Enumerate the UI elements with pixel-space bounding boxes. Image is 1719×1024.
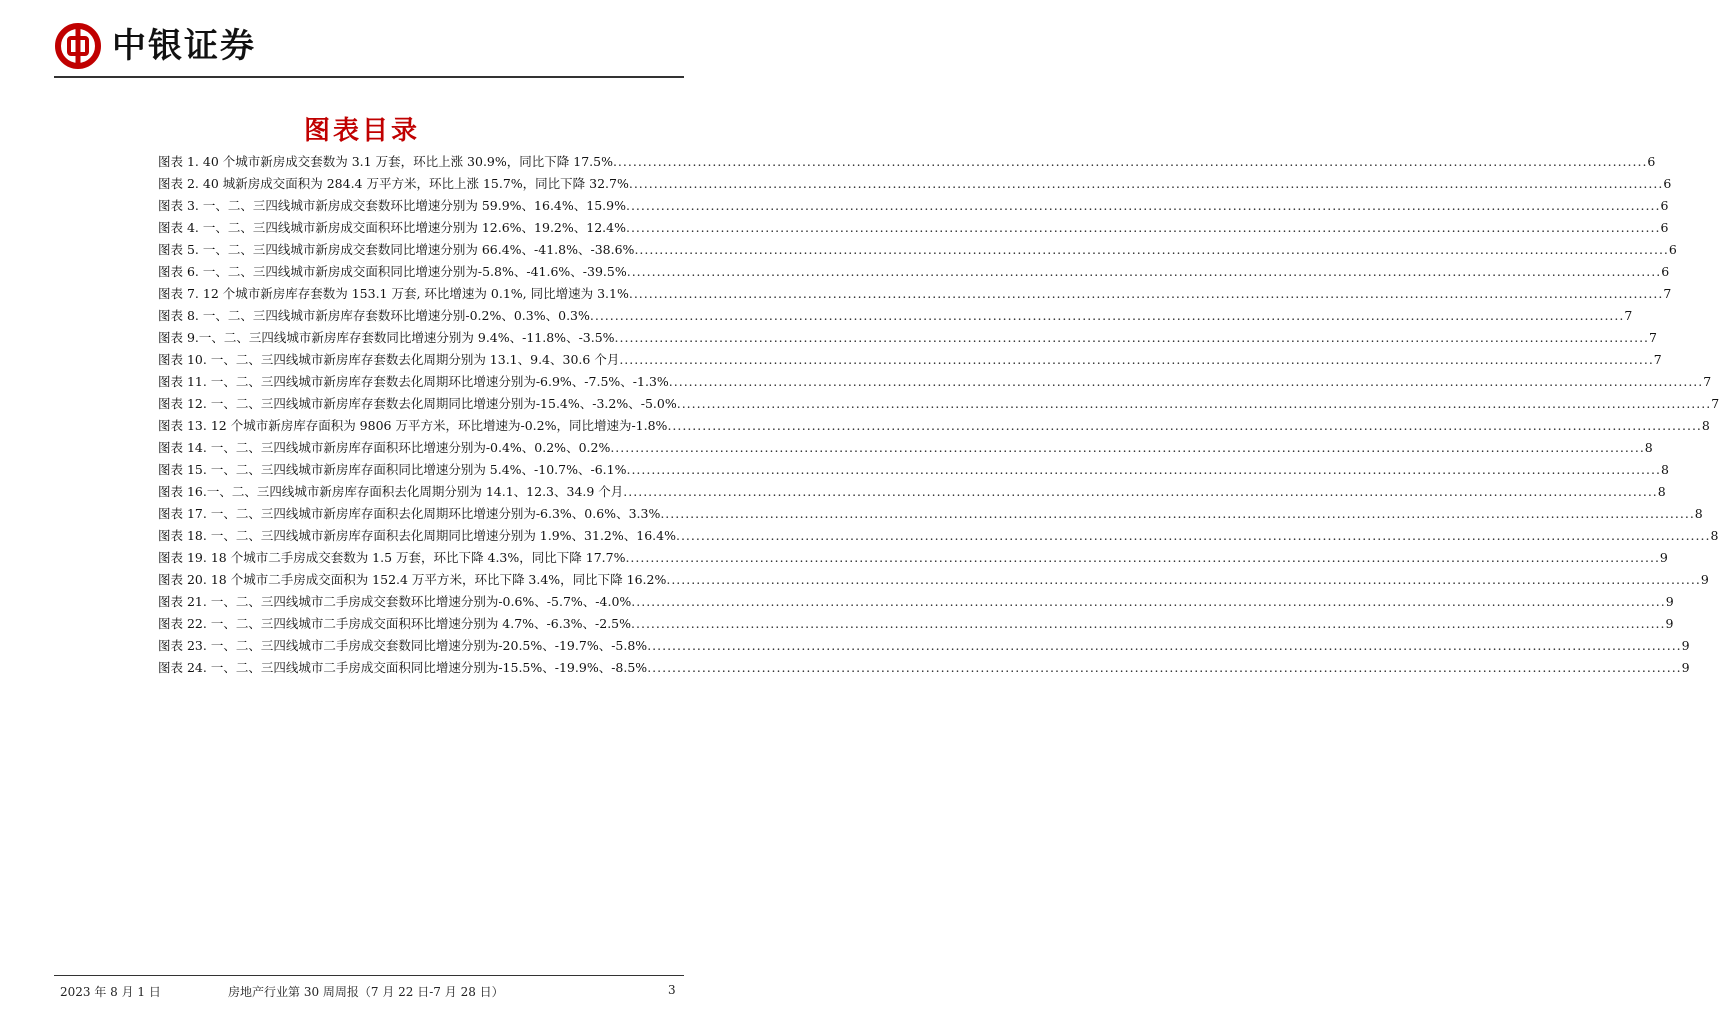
toc-page-number: 9	[1681, 660, 1690, 675]
toc-page-number: 8	[1644, 440, 1653, 455]
header-divider	[54, 76, 684, 78]
toc-leader-dots	[666, 570, 1700, 590]
brand-name: 中银证券	[112, 26, 256, 66]
toc-page-number: 9	[1665, 594, 1674, 609]
toc-leader-dots	[660, 504, 1694, 524]
toc-entry-text: 图表 19. 18 个城市二手房成交套数为 1.5 万套，环比下降 4.3%，同比下降 17.7%	[158, 550, 626, 565]
page-header	[54, 22, 684, 74]
toc-leader-dots	[677, 394, 1711, 414]
table-of-figures	[158, 152, 1719, 680]
toc-entry[interactable]	[158, 350, 1662, 370]
toc-leader-dots	[676, 526, 1710, 546]
toc-entry-text: 图表 7. 12 个城市新房库存套数为 153.1 万套, 环比增速为 0.1%, 同比增速为 3.1%	[158, 286, 629, 301]
toc-leader-dots	[626, 460, 1660, 480]
toc-page-number: 9	[1681, 638, 1690, 653]
toc-leader-dots	[626, 196, 1660, 216]
toc-entry-text: 图表 5. 一、二、三四线城市新房成交套数同比增速分别为 66.4%、-41.8%、-38.6%	[158, 242, 635, 257]
toc-entry-text: 图表 16.一、二、三四线城市新房库存面积去化周期分别为 14.1、12.3、34.9 个月	[158, 484, 624, 499]
footer-divider	[54, 975, 684, 976]
toc-entry-text: 图表 12. 一、二、三四线城市新房库存套数去化周期同比增速分别为-15.4%、-3.2%、-5.0%	[158, 396, 677, 411]
toc-page-number: 8	[1710, 528, 1719, 543]
toc-entry-text: 图表 13. 12 个城市新房库存面积为 9806 万平方米，环比增速为-0.2%，同比增速为-1.8%	[158, 418, 668, 433]
toc-entry-text: 图表 6. 一、二、三四线城市新房成交面积同比增速分别为-5.8%、-41.6%、-39.5%	[158, 264, 627, 279]
toc-page-number: 7	[1653, 352, 1662, 367]
toc-entry-text: 图表 3. 一、二、三四线城市新房成交套数环比增速分别为 59.9%、16.4%、15.9%	[158, 198, 626, 213]
toc-entry[interactable]	[158, 504, 1703, 524]
toc-entry-text: 图表 8. 一、二、三四线城市新房库存套数环比增速分别-0.2%、0.3%、0.3%	[158, 308, 590, 323]
toc-page-number: 6	[1647, 154, 1656, 169]
toc-leader-dots	[627, 262, 1661, 282]
toc-page-number: 8	[1657, 484, 1666, 499]
toc-page-number: 8	[1701, 418, 1710, 433]
toc-entry-text: 图表 10. 一、二、三四线城市新房库存套数去化周期分别为 13.1、9.4、30.6 个月	[158, 352, 620, 367]
toc-page-number: 6	[1660, 198, 1669, 213]
toc-leader-dots	[590, 306, 1624, 326]
toc-leader-dots	[613, 152, 1647, 172]
toc-leader-dots	[629, 284, 1663, 304]
toc-entry[interactable]	[158, 262, 1670, 282]
toc-entry[interactable]	[158, 526, 1719, 546]
toc-entry-text: 图表 4. 一、二、三四线城市新房成交面积环比增速分别为 12.6%、19.2%、12.4%	[158, 220, 626, 235]
toc-entry[interactable]	[158, 328, 1657, 348]
toc-entry[interactable]	[158, 284, 1672, 304]
toc-page-number: 6	[1663, 176, 1672, 191]
toc-entry-text: 图表 2. 40 城新房成交面积为 284.4 万平方米，环比上涨 15.7%，同比下降 32.7%	[158, 176, 629, 191]
toc-entry[interactable]	[158, 570, 1709, 590]
toc-page-number: 8	[1694, 506, 1703, 521]
toc-entry-text: 图表 9.一、二、三四线城市新房库存套数同比增速分别为 9.4%、-11.8%、-3.5%	[158, 330, 615, 345]
toc-entry-text: 图表 24. 一、二、三四线城市二手房成交面积同比增速分别为-15.5%、-19.9%、-8.5%	[158, 660, 648, 675]
toc-page-number: 7	[1703, 374, 1712, 389]
toc-entry[interactable]	[158, 438, 1653, 458]
bank-of-china-logo-icon	[54, 22, 102, 70]
toc-page-number: 6	[1660, 220, 1669, 235]
toc-entry-text: 图表 14. 一、二、三四线城市新房库存面积环比增速分别为-0.4%、0.2%、0.2%	[158, 440, 611, 455]
toc-entry[interactable]	[158, 658, 1690, 678]
toc-leader-dots	[623, 482, 1657, 502]
toc-entry[interactable]	[158, 218, 1669, 238]
toc-entry-text: 图表 20. 18 个城市二手房成交面积为 152.4 万平方米，环比下降 3.4%，同比下降 16.2%	[158, 572, 667, 587]
toc-page-number: 9	[1659, 550, 1668, 565]
toc-entry-text: 图表 1. 40 个城市新房成交套数为 3.1 万套，环比上涨 30.9%，同比下降 17.5%	[158, 154, 613, 169]
toc-entry[interactable]	[158, 416, 1710, 436]
toc-page-number: 7	[1663, 286, 1672, 301]
toc-page-number: 6	[1668, 242, 1677, 257]
toc-entry[interactable]	[158, 394, 1719, 414]
toc-leader-dots	[625, 548, 1659, 568]
footer-page-number: 3	[668, 983, 676, 997]
footer-report-title: 房地产行业第 30 周周报（7 月 22 日-7 月 28 日）	[228, 985, 504, 999]
toc-leader-dots	[647, 658, 1681, 678]
toc-entry-text: 图表 21. 一、二、三四线城市二手房成交套数环比增速分别为-0.6%、-5.7%、-4.0%	[158, 594, 632, 609]
toc-leader-dots	[619, 350, 1653, 370]
toc-entry[interactable]	[158, 614, 1674, 634]
toc-leader-dots	[631, 614, 1665, 634]
toc-leader-dots	[615, 328, 1649, 348]
toc-page-number: 7	[1649, 330, 1657, 345]
toc-page-number: 9	[1665, 616, 1674, 631]
toc-leader-dots	[667, 416, 1701, 436]
toc-page-number: 7	[1711, 396, 1719, 411]
toc-entry[interactable]	[158, 306, 1633, 326]
toc-entry[interactable]	[158, 240, 1677, 260]
toc-entry[interactable]	[158, 460, 1669, 480]
toc-page-number: 8	[1660, 462, 1669, 477]
footer-date: 2023 年 8 月 1 日	[60, 985, 161, 999]
toc-leader-dots	[629, 174, 1663, 194]
toc-entry[interactable]	[158, 152, 1656, 172]
toc-leader-dots	[647, 636, 1681, 656]
toc-entry-text: 图表 18. 一、二、三四线城市新房库存面积去化周期同比增速分别为 1.9%、31.2%、16.4%	[158, 528, 676, 543]
toc-page-number: 6	[1661, 264, 1670, 279]
toc-page-number: 9	[1700, 572, 1709, 587]
toc-entry[interactable]	[158, 592, 1674, 612]
toc-page-number: 7	[1624, 308, 1633, 323]
toc-leader-dots	[634, 240, 1668, 260]
toc-leader-dots	[626, 218, 1660, 238]
toc-leader-dots	[610, 438, 1644, 458]
toc-entry[interactable]	[158, 548, 1668, 568]
toc-entry[interactable]	[158, 196, 1669, 216]
toc-entry[interactable]	[158, 174, 1672, 194]
toc-entry[interactable]	[158, 372, 1712, 392]
toc-leader-dots	[631, 592, 1665, 612]
toc-leader-dots	[669, 372, 1703, 392]
toc-entry-text: 图表 23. 一、二、三四线城市二手房成交套数同比增速分别为-20.5%、-19.7%、-5.8%	[158, 638, 648, 653]
toc-entry-text: 图表 11. 一、二、三四线城市新房库存套数去化周期环比增速分别为-6.9%、-7.5%、-1.3%	[158, 374, 669, 389]
toc-entry-text: 图表 15. 一、二、三四线城市新房库存面积同比增速分别为 5.4%、-10.7%、-6.1%	[158, 462, 627, 477]
toc-entry-text: 图表 17. 一、二、三四线城市新房库存面积去化周期环比增速分别为-6.3%、0.6%、3.3%	[158, 506, 661, 521]
toc-entry[interactable]	[158, 482, 1666, 502]
page-title: 图表目录	[303, 116, 420, 146]
toc-entry[interactable]	[158, 636, 1690, 656]
toc-entry-text: 图表 22. 一、二、三四线城市二手房成交面积环比增速分别为 4.7%、-6.3%、-2.5%	[158, 616, 632, 631]
